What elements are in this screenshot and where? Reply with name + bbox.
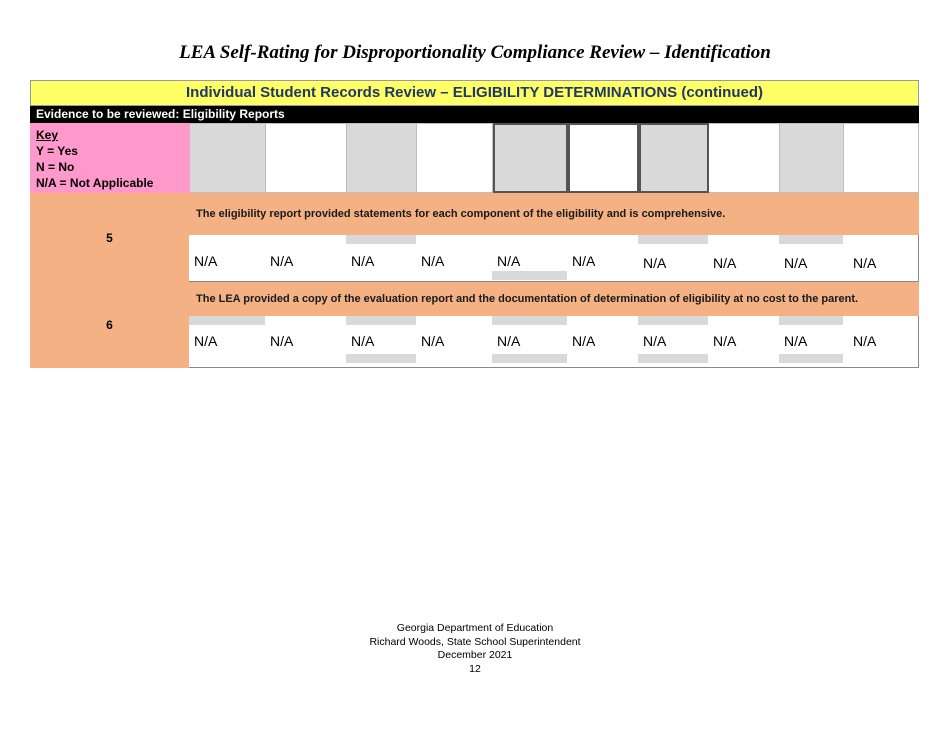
item-row-5	[30, 193, 919, 282]
key-legend	[30, 123, 190, 193]
student-column-cell[interactable]	[347, 123, 417, 193]
answer-field[interactable]	[346, 235, 416, 281]
footer-date: December 2021	[437, 649, 513, 661]
student-column-cell[interactable]	[844, 123, 919, 193]
answer-value: N/A	[194, 252, 218, 269]
item-row-6	[30, 282, 919, 368]
answer-row	[189, 316, 919, 368]
key-title: Key	[36, 128, 59, 142]
answer-value: N/A	[351, 252, 375, 269]
answer-row	[189, 235, 919, 282]
answer-field[interactable]	[638, 316, 708, 367]
footer-person: Richard Woods, State School Superintendent	[369, 635, 581, 648]
key-no: N = No	[36, 160, 75, 174]
answer-field[interactable]	[189, 316, 265, 367]
review-table	[30, 80, 919, 368]
answer-field[interactable]	[416, 235, 492, 281]
item-statement: The LEA provided a copy of the evaluation report and the documentation of determination of eligibility at no cost to the parent.	[189, 282, 919, 316]
answer-value: N/A	[853, 254, 877, 271]
answer-value: N/A	[194, 332, 218, 349]
answer-value: N/A	[853, 332, 877, 349]
page-number: 12	[469, 662, 481, 675]
answer-field[interactable]	[492, 235, 567, 281]
answer-field[interactable]	[708, 235, 779, 281]
answer-field[interactable]	[265, 316, 346, 367]
answer-value: N/A	[784, 254, 808, 271]
answer-field[interactable]	[779, 316, 843, 367]
answer-value: N/A	[497, 252, 521, 269]
answer-value: N/A	[497, 332, 521, 349]
answer-value: N/A	[270, 252, 294, 269]
answer-field[interactable]	[416, 316, 492, 367]
answer-field[interactable]	[843, 235, 918, 281]
student-column-cell[interactable]	[780, 123, 844, 193]
answer-value: N/A	[421, 252, 445, 269]
answer-field[interactable]	[265, 235, 346, 281]
answer-field[interactable]	[779, 235, 843, 281]
item-number: 5	[30, 193, 189, 282]
document-title: LEA Self-Rating for Disproportionality Compliance Review – Identification	[179, 42, 771, 63]
answer-value: N/A	[643, 254, 667, 271]
answer-value: N/A	[643, 332, 667, 349]
student-column-cell[interactable]	[709, 123, 780, 193]
answer-value: N/A	[572, 252, 596, 269]
student-column-cell[interactable]	[417, 123, 493, 193]
footer-org: Georgia Department of Education	[396, 622, 554, 634]
student-column-cell[interactable]	[493, 123, 568, 193]
answer-field[interactable]	[346, 316, 416, 367]
answer-field[interactable]	[843, 316, 918, 367]
answer-field[interactable]	[189, 235, 265, 281]
item-number: 6	[30, 282, 189, 368]
key-yes: Y = Yes	[36, 144, 78, 158]
answer-value: N/A	[784, 332, 808, 349]
answer-value: N/A	[572, 332, 596, 349]
section-title: Individual Student Records Review – ELIGIBILITY DETERMINATIONS (continued)	[30, 80, 919, 106]
answer-field[interactable]	[708, 316, 779, 367]
evidence-header: Evidence to be reviewed: Eligibility Reports	[30, 106, 919, 123]
student-column-cell[interactable]	[568, 123, 639, 193]
student-columns	[190, 123, 919, 193]
answer-value: N/A	[351, 332, 375, 349]
page-footer	[0, 622, 950, 676]
answer-value: N/A	[713, 332, 737, 349]
answer-field[interactable]	[567, 235, 638, 281]
key-row	[30, 123, 919, 193]
item-statement: The eligibility report provided statements for each component of the eligibility and is comprehensive.	[189, 193, 919, 235]
student-column-cell[interactable]	[190, 123, 266, 193]
answer-value: N/A	[421, 332, 445, 349]
answer-field[interactable]	[638, 235, 708, 281]
answer-value: N/A	[713, 254, 737, 271]
student-column-cell[interactable]	[639, 123, 709, 193]
student-column-cell[interactable]	[266, 123, 347, 193]
answer-value: N/A	[270, 332, 294, 349]
answer-field[interactable]	[492, 316, 567, 367]
answer-field[interactable]	[567, 316, 638, 367]
key-na: N/A = Not Applicable	[36, 176, 154, 190]
